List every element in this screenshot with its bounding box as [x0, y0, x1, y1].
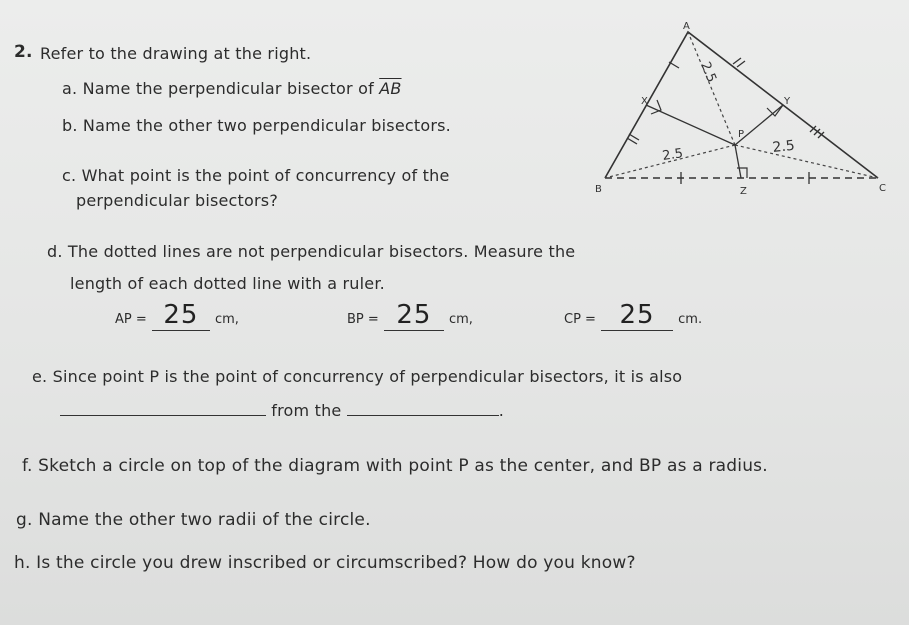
measure-label: CP = [564, 312, 596, 327]
answer-blank[interactable] [60, 399, 266, 416]
question-e-line1: e. Since point P is the point of concurrency of perpendicular bisectors, it is also [32, 367, 683, 386]
question-e-line2: from the . [60, 399, 504, 420]
answer-blank[interactable] [347, 399, 499, 416]
measure-cp [564, 300, 702, 331]
question-g: g. Name the other two radii of the circle. [16, 510, 371, 530]
question-intro: Refer to the drawing at the right. [40, 44, 312, 63]
answer-blank[interactable]: 25 [601, 300, 673, 331]
question-c-line1: c. What point is the point of concurrency of the [62, 166, 450, 185]
measure-bp [347, 300, 473, 331]
handwritten-ap: 2.5 [697, 59, 719, 85]
question-a: a. Name the perpendicular bisector of $\overline{AB}$ [62, 79, 402, 98]
right-angle-z [737, 168, 747, 178]
right-angle-x [651, 100, 661, 114]
question-c-line2: perpendicular bisectors? [76, 191, 279, 210]
point-label-y: Y [784, 96, 791, 107]
question-number: 2. [14, 42, 33, 62]
handwritten-bp: 2.5 [661, 146, 685, 164]
measure-unit: cm. [678, 312, 703, 327]
answer-blank[interactable]: 25 [152, 300, 210, 331]
question-f: f. Sketch a circle on top of the diagram with point P as the center, and BP as a radius. [22, 456, 768, 476]
measure-unit: cm, [448, 312, 473, 327]
vertex-label-b: B [595, 184, 602, 195]
vertex-label-a: A [683, 21, 690, 32]
question-b: b. Name the other two perpendicular bisectors. [62, 116, 451, 135]
question-h: h. Is the circle you drew inscribed or circumscribed? How do you know? [14, 553, 636, 573]
point-label-p: P [738, 129, 745, 140]
measure-label: BP = [347, 312, 379, 327]
question-d-line2: length of each dotted line with a ruler. [70, 274, 385, 293]
bisector-z [735, 145, 741, 178]
measure-unit: cm, [214, 312, 239, 327]
measure-label: AP = [115, 312, 147, 327]
point-label-z: Z [740, 186, 747, 197]
point-label-x: X [641, 96, 648, 107]
segment-ap [688, 32, 735, 145]
answer-blank[interactable]: 25 [384, 300, 444, 331]
vertex-label-c: C [879, 183, 886, 194]
triangle-diagram [595, 20, 895, 210]
measure-ap [115, 300, 239, 331]
segment-ab: $\overline{AB}$ [379, 79, 402, 98]
handwritten-cp: 2.5 [771, 137, 796, 156]
question-d-line1: d. The dotted lines are not perpendicular bisectors. Measure the [47, 242, 576, 261]
